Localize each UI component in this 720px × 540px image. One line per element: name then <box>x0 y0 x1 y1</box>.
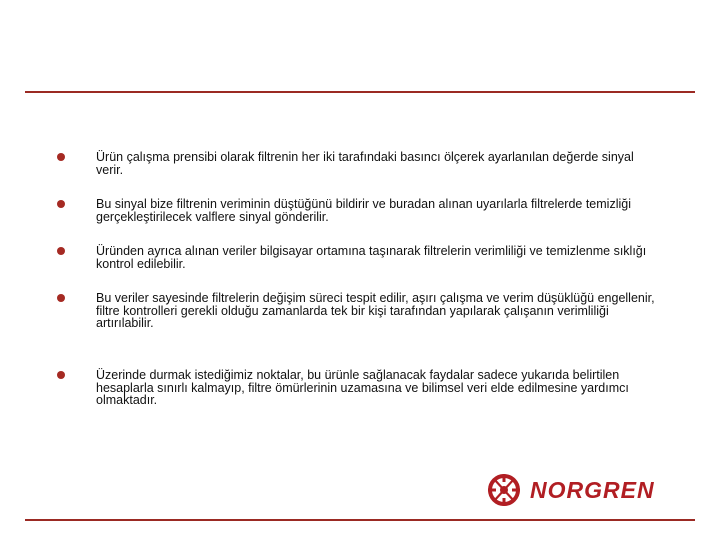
bullet-dot <box>57 294 65 302</box>
logo-wordmark: NORGREN <box>530 477 655 503</box>
bullet-text: Üzerinde durmak istediğimiz noktalar, bu ürünle sağlanacak faydalar sadece yukarıda belirtilen hesaplarla sınırlı kalmayıp, filtre ömürlerinin uzamasına ve bilimsel veri elde edilmesine yardımcı olmaktadır. <box>96 368 629 407</box>
bullet-text: Üründen ayrıca alınan veriler bilgisayar ortamına taşınarak filtrelerin verimliliği ve temizlenme sıklığı kontrol edilebilir. <box>96 244 647 271</box>
logo-graphic <box>486 470 698 510</box>
logo-emblem-icon <box>488 474 520 506</box>
bullet-dot <box>57 200 65 208</box>
bullet-dot <box>57 153 65 161</box>
norgren-logo <box>486 470 698 510</box>
bullet-text: Ürün çalışma prensibi olarak filtrenin her iki tarafındaki basıncı ölçerek ayarlanılan değerde sinyal verir. <box>96 150 634 177</box>
bottom-divider <box>25 519 695 521</box>
bullet-item <box>96 369 656 407</box>
bullet-item <box>96 245 656 270</box>
bullet-item <box>96 151 656 176</box>
bullet-dot <box>57 371 65 379</box>
bullet-dot <box>57 247 65 255</box>
bullet-text: Bu veriler sayesinde filtrelerin değişim süreci tespit edilir, aşırı çalışma ve verim düşüklüğü engellenir, filtre kontrolleri gerekli olduğu zamanlarda tek bir kişi tarafından yapılarak çalışanın verimliliği artırılabilir. <box>96 291 655 330</box>
bullet-text: Bu sinyal bize filtrenin veriminin düştüğünü bildirir ve buradan alınan uyarılarla filtrelerde temizliği gerçekleştirilecek valflere sinyal gönderilir. <box>96 197 631 224</box>
bullet-item <box>96 292 656 330</box>
bullet-item <box>96 198 656 223</box>
